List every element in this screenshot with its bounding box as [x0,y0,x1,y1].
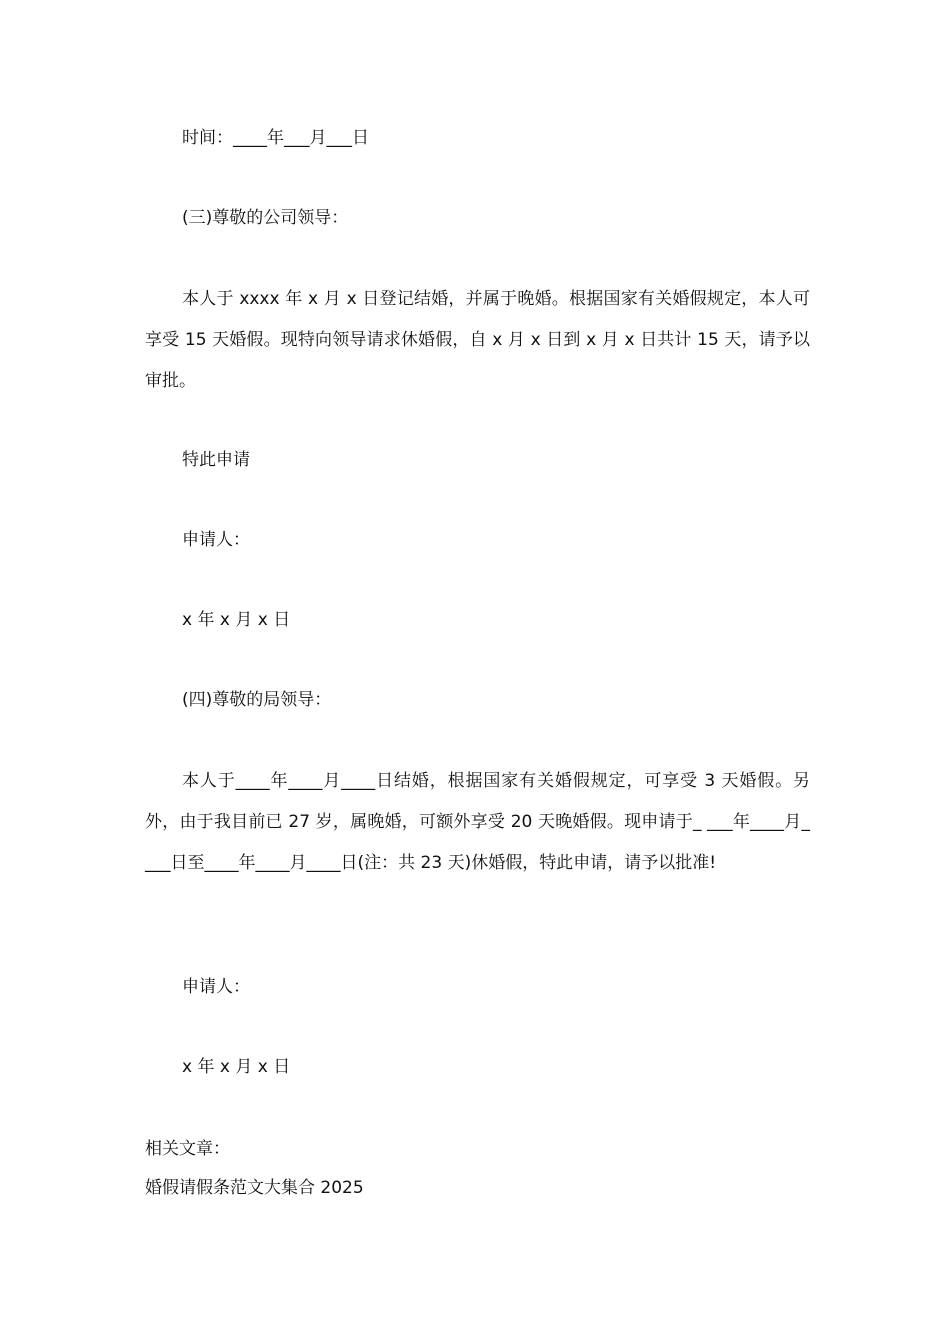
time-line: 时间：____年___月___日 [182,128,369,148]
section-heading-3: (三)尊敬的公司领导： [182,208,349,228]
body-paragraph-4: 本人于____年____月____日结婚，根据国家有关婚假规定，可享受 3 天婚假。另外，由于我目前已 27 岁，属晚婚，可额外享受 20 天晚婚假。现申请于_ ___年____月____日至____年____月____日(注：共 23 天)休婚假，特此申请，请予以批准! [145,771,810,873]
related-articles-label: 相关文章： [145,1139,230,1159]
applicant-label: 申请人： [182,530,250,550]
signature-date: x 年 x 月 x 日 [182,610,291,630]
signature-date: x 年 x 月 x 日 [182,1057,291,1077]
related-article-link[interactable]: 婚假请假条范文大集合 2025 [145,1178,364,1198]
closing-line: 特此申请 [182,450,250,470]
body-paragraph-3: 本人于 xxxx 年 x 月 x 日登记结婚，并属于晚婚。根据国家有关婚假规定，本人可享受 15 天婚假。现特向领导请求休婚假，自 x 月 x 日到 x 月 x 日共计 15 天，请予以审批。 [145,289,810,391]
section-heading-4: (四)尊敬的局领导： [182,690,332,710]
applicant-label: 申请人： [182,977,250,997]
